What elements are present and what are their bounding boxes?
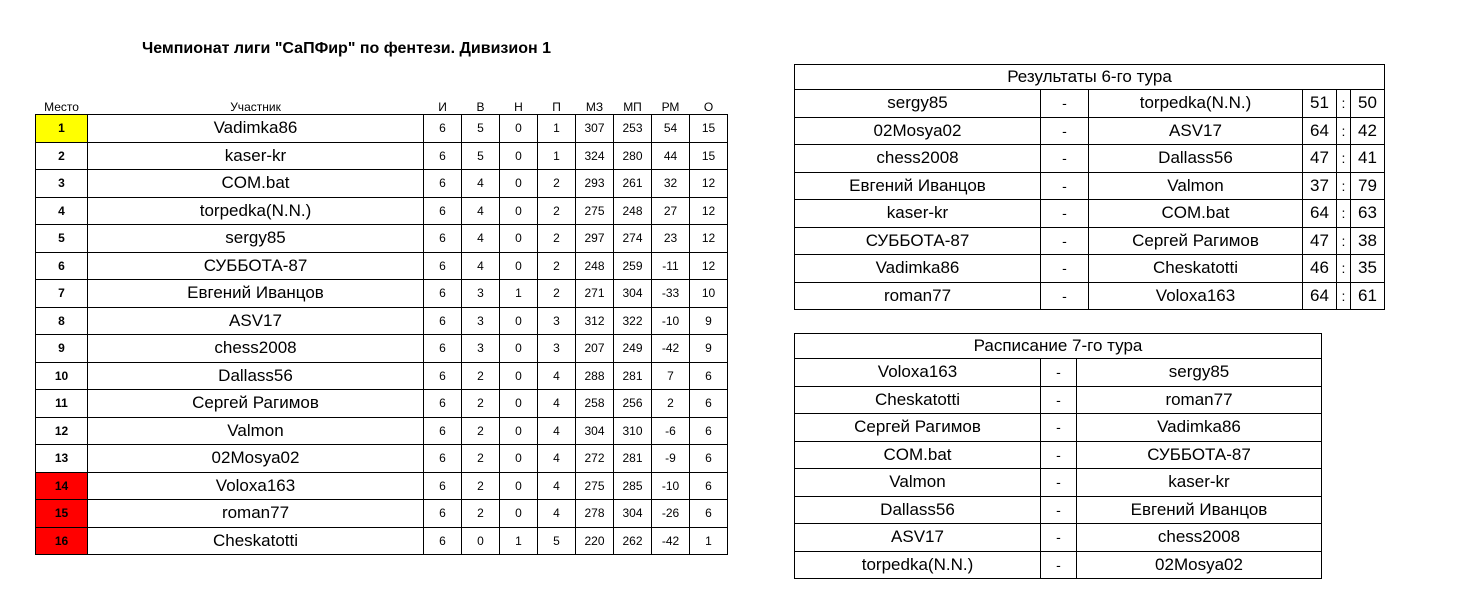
header-losses: П [552,100,561,114]
points-conceded-cell: 322 [614,307,652,335]
wins-cell: 4 [462,225,500,253]
wins-cell: 0 [462,527,500,555]
draws-cell: 0 [500,445,538,473]
draws-cell: 0 [500,142,538,170]
points-conceded-cell: 274 [614,225,652,253]
games-cell: 6 [424,527,462,555]
home-team: kaser-kr [795,200,1041,228]
place-cell: 5 [36,225,88,253]
losses-cell: 1 [538,115,576,143]
participant-cell: ASV17 [88,307,424,335]
score-colon: : [1337,117,1351,145]
place-cell: 14 [36,472,88,500]
dash-separator: - [1041,172,1089,200]
score-colon: : [1337,255,1351,283]
dash-separator: - [1041,551,1077,579]
home-team: Voloxa163 [795,359,1041,387]
score-cell: 9 [690,307,728,335]
draws-cell: 0 [500,115,538,143]
away-team: COM.bat [1089,200,1303,228]
points-scored-cell: 324 [576,142,614,170]
dash-separator: - [1041,386,1077,414]
points-conceded-cell: 281 [614,362,652,390]
score-cell: 12 [690,225,728,253]
participant-cell: Dallass56 [88,362,424,390]
draws-cell: 0 [500,197,538,225]
participant-cell: sergy85 [88,225,424,253]
points-diff-cell: -33 [652,280,690,308]
score-colon: : [1337,227,1351,255]
score-cell: 12 [690,252,728,280]
points-conceded-cell: 304 [614,280,652,308]
score-cell: 6 [690,390,728,418]
losses-cell: 4 [538,445,576,473]
points-scored-cell: 288 [576,362,614,390]
points-diff-cell: 23 [652,225,690,253]
draws-cell: 1 [500,527,538,555]
table-row [36,500,728,528]
draws-cell: 1 [500,280,538,308]
score-colon: : [1337,200,1351,228]
away-score: 41 [1351,145,1385,173]
points-scored-cell: 307 [576,115,614,143]
home-score: 37 [1303,172,1337,200]
table-row [36,417,728,445]
draws-cell: 0 [500,307,538,335]
schedule-row [795,469,1322,497]
result-row [795,172,1385,200]
points-scored-cell: 297 [576,225,614,253]
home-team: ASV17 [795,524,1041,552]
away-score: 38 [1351,227,1385,255]
games-cell: 6 [424,197,462,225]
points-conceded-cell: 262 [614,527,652,555]
result-row [795,227,1385,255]
draws-cell: 0 [500,500,538,528]
away-team: Cheskatotti [1089,255,1303,283]
home-score: 64 [1303,282,1337,310]
home-team: chess2008 [795,145,1041,173]
schedule-row [795,414,1322,442]
wins-cell: 4 [462,197,500,225]
losses-cell: 2 [538,197,576,225]
score-colon: : [1337,145,1351,173]
place-cell: 13 [36,445,88,473]
away-team: chess2008 [1077,524,1322,552]
result-row [795,255,1385,283]
away-team: Voloxa163 [1089,282,1303,310]
schedule-row [795,496,1322,524]
points-diff-cell: 7 [652,362,690,390]
place-cell: 15 [36,500,88,528]
participant-cell: roman77 [88,500,424,528]
points-conceded-cell: 253 [614,115,652,143]
score-cell: 15 [690,142,728,170]
away-score: 35 [1351,255,1385,283]
header-participant: Участник [230,100,281,114]
table-row [36,445,728,473]
points-conceded-cell: 249 [614,335,652,363]
draws-cell: 0 [500,390,538,418]
points-conceded-cell: 285 [614,472,652,500]
participant-cell: 02Mosya02 [88,445,424,473]
score-colon: : [1337,172,1351,200]
table-row [36,170,728,198]
games-cell: 6 [424,307,462,335]
away-team: Dallass56 [1089,145,1303,173]
points-diff-cell: 27 [652,197,690,225]
participant-cell: Евгений Иванцов [88,280,424,308]
wins-cell: 5 [462,115,500,143]
table-row [36,362,728,390]
away-score: 42 [1351,117,1385,145]
dash-separator: - [1041,90,1089,118]
games-cell: 6 [424,225,462,253]
losses-cell: 4 [538,362,576,390]
place-cell: 16 [36,527,88,555]
draws-cell: 0 [500,472,538,500]
points-scored-cell: 220 [576,527,614,555]
result-row [795,282,1385,310]
away-team: kaser-kr [1077,469,1322,497]
home-score: 46 [1303,255,1337,283]
games-cell: 6 [424,280,462,308]
dash-separator: - [1041,200,1089,228]
losses-cell: 4 [538,390,576,418]
score-cell: 10 [690,280,728,308]
losses-cell: 1 [538,142,576,170]
results-table [794,64,1385,310]
home-team: Valmon [795,469,1041,497]
table-row [36,142,728,170]
losses-cell: 2 [538,225,576,253]
points-diff-cell: -10 [652,472,690,500]
header-points-scored: МЗ [585,100,604,114]
points-scored-cell: 304 [576,417,614,445]
table-row [36,527,728,555]
losses-cell: 2 [538,170,576,198]
score-cell: 6 [690,362,728,390]
home-team: Dallass56 [795,496,1041,524]
schedule-row [795,551,1322,579]
dash-separator: - [1041,282,1089,310]
points-diff-cell: -10 [652,307,690,335]
results-title: Результаты 6-го тура [795,65,1385,90]
losses-cell: 2 [538,280,576,308]
away-score: 50 [1351,90,1385,118]
header-place: Место [44,100,79,114]
home-score: 64 [1303,117,1337,145]
wins-cell: 4 [462,252,500,280]
wins-cell: 3 [462,307,500,335]
points-diff-cell: 32 [652,170,690,198]
points-conceded-cell: 310 [614,417,652,445]
table-row [36,307,728,335]
score-cell: 9 [690,335,728,363]
participant-cell: kaser-kr [88,142,424,170]
table-row [36,472,728,500]
place-cell: 1 [36,115,88,143]
home-score: 64 [1303,200,1337,228]
away-team: roman77 [1077,386,1322,414]
place-cell: 6 [36,252,88,280]
games-cell: 6 [424,362,462,390]
games-cell: 6 [424,500,462,528]
score-colon: : [1337,282,1351,310]
games-cell: 6 [424,417,462,445]
points-scored-cell: 207 [576,335,614,363]
participant-cell: СУББОТА-87 [88,252,424,280]
points-diff-cell: -11 [652,252,690,280]
page-title: Чемпионат лиги "СаПФир" по фентези. Дивизион 1 [142,40,551,57]
away-team: Евгений Иванцов [1077,496,1322,524]
wins-cell: 2 [462,500,500,528]
result-row [795,90,1385,118]
result-row [795,145,1385,173]
away-team: torpedka(N.N.) [1089,90,1303,118]
place-cell: 3 [36,170,88,198]
wins-cell: 2 [462,445,500,473]
losses-cell: 4 [538,500,576,528]
participant-cell: Voloxa163 [88,472,424,500]
home-team: 02Mosya02 [795,117,1041,145]
draws-cell: 0 [500,417,538,445]
score-cell: 6 [690,417,728,445]
schedule-row [795,524,1322,552]
participant-cell: Сергей Рагимов [88,390,424,418]
away-score: 61 [1351,282,1385,310]
losses-cell: 3 [538,307,576,335]
participant-cell: torpedka(N.N.) [88,197,424,225]
home-score: 47 [1303,145,1337,173]
points-conceded-cell: 261 [614,170,652,198]
place-cell: 10 [36,362,88,390]
away-score: 63 [1351,200,1385,228]
schedule-row [795,359,1322,387]
home-team: СУББОТА-87 [795,227,1041,255]
games-cell: 6 [424,170,462,198]
table-row [36,197,728,225]
place-cell: 7 [36,280,88,308]
points-diff-cell: -26 [652,500,690,528]
result-row [795,200,1385,228]
schedule-title: Расписание 7-го тура [795,334,1322,359]
wins-cell: 3 [462,280,500,308]
score-cell: 12 [690,197,728,225]
score-cell: 15 [690,115,728,143]
standings-table [35,92,728,555]
participant-cell: Vadimka86 [88,115,424,143]
home-team: Vadimka86 [795,255,1041,283]
dash-separator: - [1041,414,1077,442]
losses-cell: 2 [538,252,576,280]
away-team: sergy85 [1077,359,1322,387]
schedule-row [795,386,1322,414]
draws-cell: 0 [500,225,538,253]
header-games: И [438,100,447,114]
away-team: Сергей Рагимов [1089,227,1303,255]
games-cell: 6 [424,390,462,418]
away-score: 79 [1351,172,1385,200]
points-diff-cell: 54 [652,115,690,143]
table-row [36,390,728,418]
participant-cell: chess2008 [88,335,424,363]
points-scored-cell: 275 [576,197,614,225]
points-diff-cell: -9 [652,445,690,473]
home-team: Сергей Рагимов [795,414,1041,442]
participant-cell: COM.bat [88,170,424,198]
dash-separator: - [1041,441,1077,469]
header-points-conceded: МП [623,100,642,114]
wins-cell: 2 [462,362,500,390]
wins-cell: 3 [462,335,500,363]
dash-separator: - [1041,496,1077,524]
place-cell: 8 [36,307,88,335]
place-cell: 12 [36,417,88,445]
away-team: Vadimka86 [1077,414,1322,442]
points-diff-cell: 2 [652,390,690,418]
place-cell: 2 [36,142,88,170]
points-scored-cell: 271 [576,280,614,308]
score-cell: 1 [690,527,728,555]
points-scored-cell: 312 [576,307,614,335]
wins-cell: 2 [462,390,500,418]
points-conceded-cell: 259 [614,252,652,280]
points-diff-cell: -42 [652,527,690,555]
draws-cell: 0 [500,252,538,280]
points-scored-cell: 275 [576,472,614,500]
home-team: Cheskatotti [795,386,1041,414]
result-row [795,117,1385,145]
participant-cell: Cheskatotti [88,527,424,555]
home-team: roman77 [795,282,1041,310]
away-team: СУББОТА-87 [1077,441,1322,469]
points-conceded-cell: 280 [614,142,652,170]
games-cell: 6 [424,115,462,143]
place-cell: 11 [36,390,88,418]
header-score: О [703,100,714,114]
dash-separator: - [1041,359,1077,387]
draws-cell: 0 [500,170,538,198]
home-team: torpedka(N.N.) [795,551,1041,579]
home-score: 47 [1303,227,1337,255]
away-team: Valmon [1089,172,1303,200]
losses-cell: 5 [538,527,576,555]
points-diff-cell: -42 [652,335,690,363]
home-team: Евгений Иванцов [795,172,1041,200]
losses-cell: 4 [538,417,576,445]
draws-cell: 0 [500,362,538,390]
home-team: COM.bat [795,441,1041,469]
wins-cell: 2 [462,472,500,500]
table-row [36,115,728,143]
draws-cell: 0 [500,335,538,363]
schedule-table [794,333,1322,579]
standings-header-row [36,92,728,115]
points-scored-cell: 278 [576,500,614,528]
points-conceded-cell: 256 [614,390,652,418]
wins-cell: 2 [462,417,500,445]
header-draws: Н [514,100,523,114]
games-cell: 6 [424,445,462,473]
points-conceded-cell: 304 [614,500,652,528]
table-row [36,335,728,363]
losses-cell: 4 [538,472,576,500]
dash-separator: - [1041,524,1077,552]
wins-cell: 4 [462,170,500,198]
dash-separator: - [1041,117,1089,145]
points-diff-cell: 44 [652,142,690,170]
home-team: sergy85 [795,90,1041,118]
score-cell: 12 [690,170,728,198]
table-row [36,280,728,308]
points-scored-cell: 293 [576,170,614,198]
games-cell: 6 [424,142,462,170]
points-scored-cell: 258 [576,390,614,418]
points-scored-cell: 272 [576,445,614,473]
home-score: 51 [1303,90,1337,118]
score-cell: 6 [690,445,728,473]
dash-separator: - [1041,145,1089,173]
place-cell: 4 [36,197,88,225]
dash-separator: - [1041,255,1089,283]
participant-cell: Valmon [88,417,424,445]
schedule-row [795,441,1322,469]
score-colon: : [1337,90,1351,118]
header-wins: В [476,100,485,114]
games-cell: 6 [424,335,462,363]
score-cell: 6 [690,472,728,500]
games-cell: 6 [424,252,462,280]
points-conceded-cell: 281 [614,445,652,473]
table-row [36,252,728,280]
points-scored-cell: 248 [576,252,614,280]
dash-separator: - [1041,469,1077,497]
score-cell: 6 [690,500,728,528]
losses-cell: 3 [538,335,576,363]
table-row [36,225,728,253]
points-diff-cell: -6 [652,417,690,445]
away-team: ASV17 [1089,117,1303,145]
wins-cell: 5 [462,142,500,170]
dash-separator: - [1041,227,1089,255]
games-cell: 6 [424,472,462,500]
away-team: 02Mosya02 [1077,551,1322,579]
points-conceded-cell: 248 [614,197,652,225]
header-points-diff: РМ [661,100,680,114]
place-cell: 9 [36,335,88,363]
